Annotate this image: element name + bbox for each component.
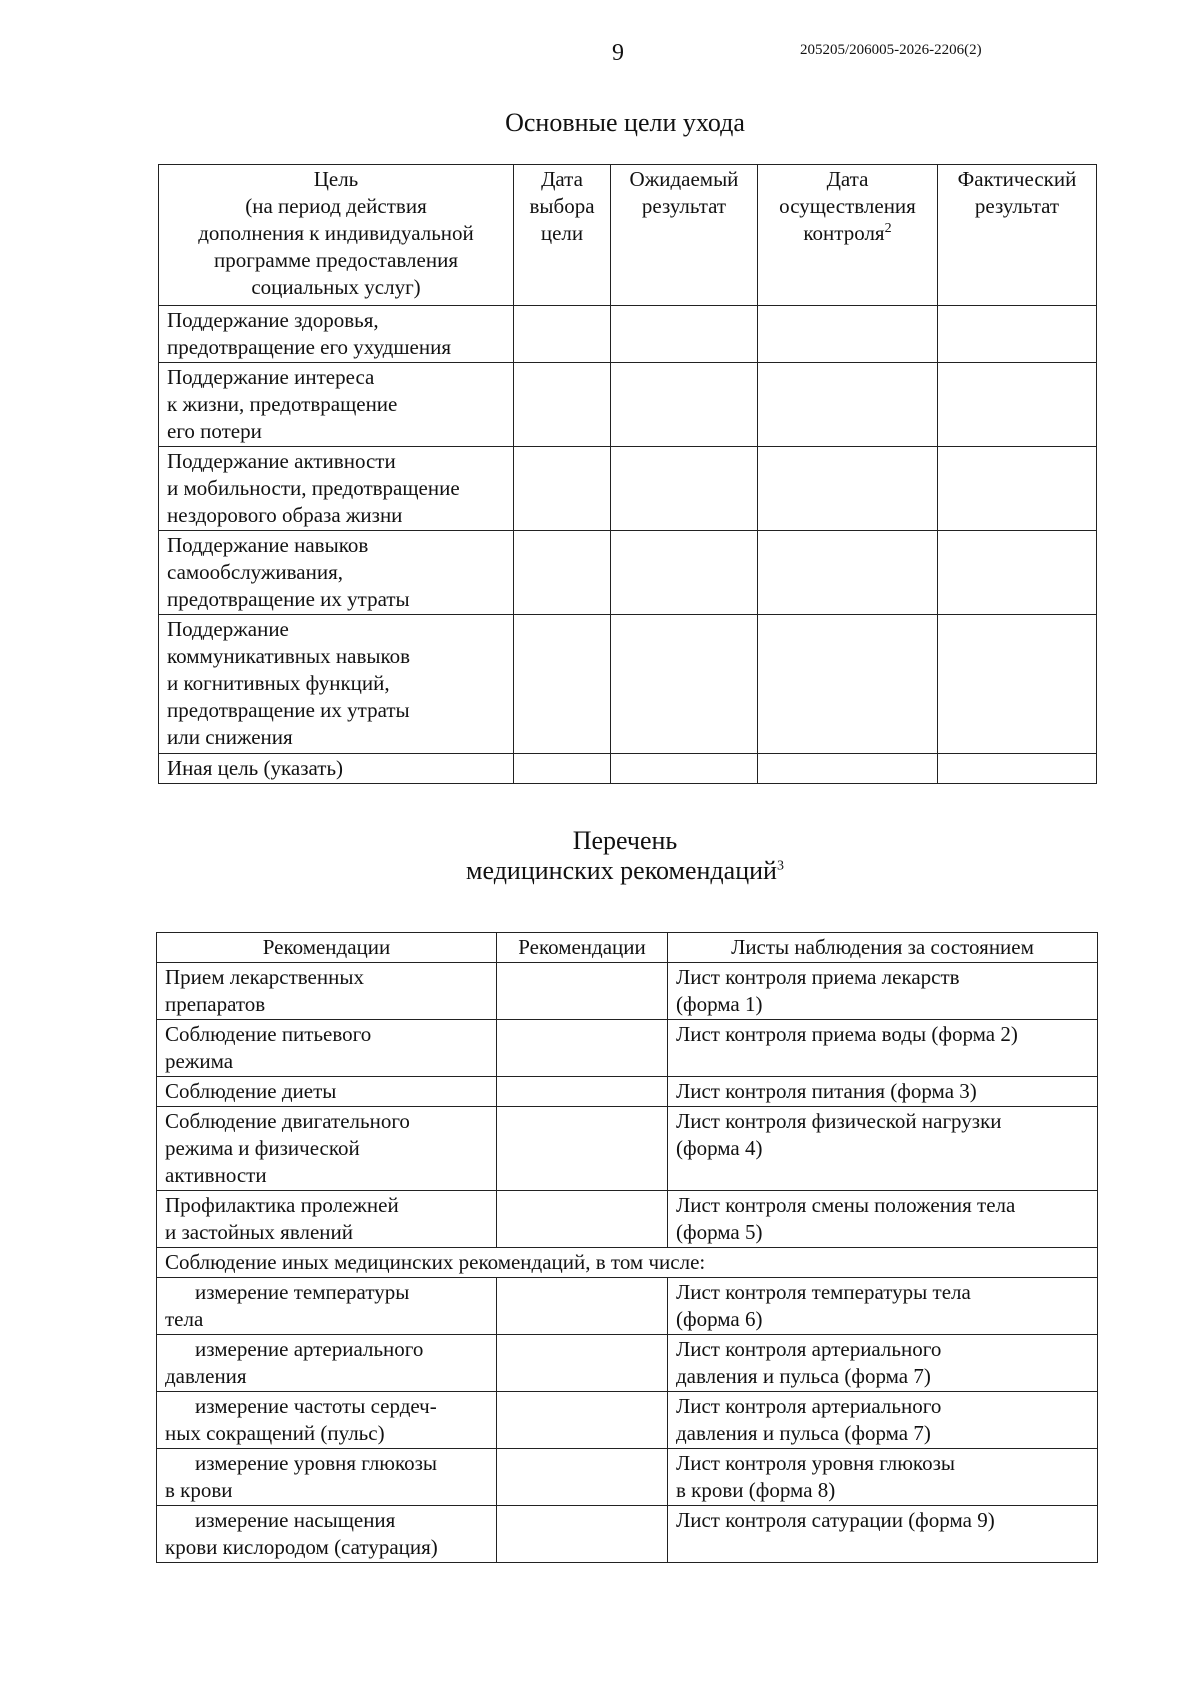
observation-sheet-cell: Лист контроля температуры тела (форма 6) (668, 1278, 1098, 1335)
goal-date-column-header: Дата выбора цели (514, 165, 611, 306)
empty-cell (758, 447, 938, 531)
goal-cell: Поддержание активности и мобильности, предотвращение нездорового образа жизни (159, 447, 514, 531)
empty-cell (758, 531, 938, 615)
empty-cell (938, 754, 1097, 784)
control-date-column-header: Дата осуществления контроля$^2$ (758, 165, 938, 306)
empty-cell (497, 1449, 668, 1506)
table-row (157, 1191, 1098, 1248)
goals-table (158, 164, 1097, 784)
table-row (159, 615, 1097, 754)
recommendation-cell: Прием лекарственных препаратов (157, 963, 497, 1020)
table-row (157, 963, 1098, 1020)
goal-cell: Иная цель (указать) (159, 754, 514, 784)
goal-cell: Поддержание коммуникативных навыков и когнитивных функций, предотвращение их утраты или снижения (159, 615, 514, 754)
table-row (159, 531, 1097, 615)
recommendation-cell: измерение частоты сердеч- ных сокращений (пульс) (157, 1392, 497, 1449)
empty-cell (497, 1335, 668, 1392)
observation-sheet-cell: Лист контроля уровня глюкозы в крови (форма 8) (668, 1449, 1098, 1506)
observation-sheet-cell: Лист контроля физической нагрузки (форма 4) (668, 1107, 1098, 1191)
empty-cell (514, 306, 611, 363)
table-row (157, 1506, 1098, 1563)
empty-cell (497, 1020, 668, 1077)
page-number: 9 (612, 40, 624, 66)
empty-cell (611, 754, 758, 784)
empty-cell (497, 1191, 668, 1248)
recommendation-cell: Соблюдение диеты (157, 1077, 497, 1107)
expected-result-column-header: Ожидаемый результат (611, 165, 758, 306)
empty-cell (938, 306, 1097, 363)
table-row (159, 447, 1097, 531)
recommendation-cell: Соблюдение двигательного режима и физической активности (157, 1107, 497, 1191)
recommendation-cell: измерение температуры тела (157, 1278, 497, 1335)
empty-cell (938, 447, 1097, 531)
goals-title: Основные цели ухода (505, 108, 745, 137)
goal-cell: Поддержание интереса к жизни, предотвращение его потери (159, 363, 514, 447)
empty-cell (938, 615, 1097, 754)
table-row (157, 1077, 1098, 1107)
table-row (157, 1335, 1098, 1392)
goal-cell: Поддержание навыков самообслуживания, предотвращение их утраты (159, 531, 514, 615)
goal-column-header: Цель (на период действия дополнения к индивидуальной программе предоставления социальных услуг) (159, 165, 514, 306)
recommendation-mark-column-header: Рекомендации (497, 933, 668, 963)
empty-cell (758, 754, 938, 784)
table-row (159, 754, 1097, 784)
observation-sheet-cell: Лист контроля артериального давления и пульса (форма 7) (668, 1392, 1098, 1449)
observation-sheet-cell: Лист контроля питания (форма 3) (668, 1077, 1098, 1107)
table-row (157, 1020, 1098, 1077)
empty-cell (497, 1278, 668, 1335)
table-row (159, 363, 1097, 447)
recommendation-cell: Профилактика пролежней и застойных явлений (157, 1191, 497, 1248)
empty-cell (497, 963, 668, 1020)
meds-title: Перечень медицинских рекомендаций$^3$ (466, 826, 784, 885)
recommendation-cell: измерение артериального давления (157, 1335, 497, 1392)
recommendation-cell: измерение уровня глюкозы в крови (157, 1449, 497, 1506)
empty-cell (497, 1392, 668, 1449)
empty-cell (611, 615, 758, 754)
actual-result-column-header: Фактический результат (938, 165, 1097, 306)
empty-cell (611, 363, 758, 447)
empty-cell (514, 615, 611, 754)
other-recommendations-heading: Соблюдение иных медицинских рекомендаций, в том числе: (157, 1248, 1098, 1278)
empty-cell (497, 1506, 668, 1563)
table-row (157, 1392, 1098, 1449)
empty-cell (938, 363, 1097, 447)
recommendation-cell: измерение насыщения крови кислородом (сатурация) (157, 1506, 497, 1563)
observation-sheet-cell: Лист контроля смены положения тела (форма 5) (668, 1191, 1098, 1248)
empty-cell (611, 306, 758, 363)
recommendation-column-header: Рекомендации (157, 933, 497, 963)
meds-table (156, 932, 1098, 1563)
table-row (157, 1107, 1098, 1191)
observation-sheet-cell: Лист контроля приема воды (форма 2) (668, 1020, 1098, 1077)
empty-cell (514, 754, 611, 784)
goal-cell: Поддержание здоровья, предотвращение его ухудшения (159, 306, 514, 363)
table-row (157, 1278, 1098, 1335)
observation-sheet-cell: Лист контроля сатурации (форма 9) (668, 1506, 1098, 1563)
empty-cell (758, 363, 938, 447)
table-row (157, 1449, 1098, 1506)
table-row (157, 1248, 1098, 1278)
observation-sheet-cell: Лист контроля приема лекарств (форма 1) (668, 963, 1098, 1020)
empty-cell (758, 306, 938, 363)
empty-cell (497, 1107, 668, 1191)
empty-cell (514, 363, 611, 447)
empty-cell (611, 531, 758, 615)
empty-cell (497, 1077, 668, 1107)
recommendation-cell: Соблюдение питьевого режима (157, 1020, 497, 1077)
empty-cell (758, 615, 938, 754)
empty-cell (938, 531, 1097, 615)
table-row (159, 306, 1097, 363)
document-code: 205205/206005-2026-2206(2) (800, 42, 982, 58)
empty-cell (611, 447, 758, 531)
observation-sheet-column-header: Листы наблюдения за состоянием (668, 933, 1098, 963)
empty-cell (514, 531, 611, 615)
observation-sheet-cell: Лист контроля артериального давления и пульса (форма 7) (668, 1335, 1098, 1392)
empty-cell (514, 447, 611, 531)
